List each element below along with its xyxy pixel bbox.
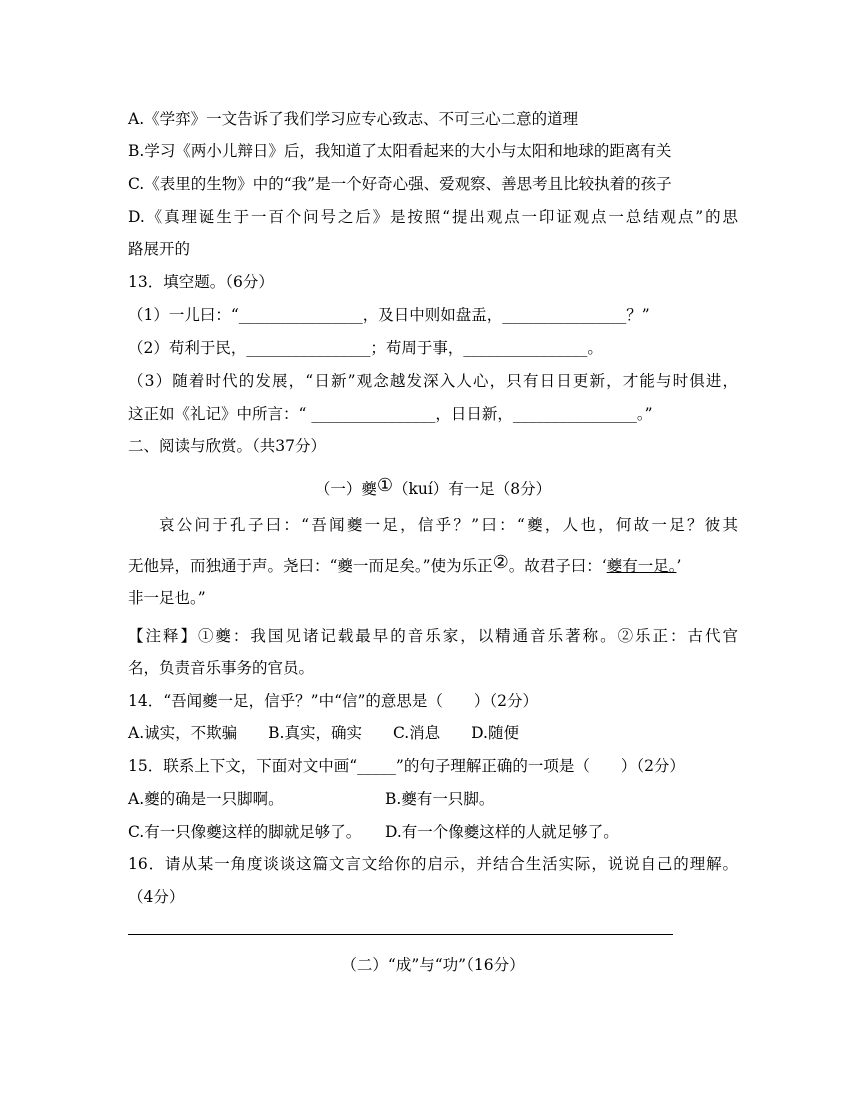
passage-1-line1: 哀公问于孔子曰：“吾闻夔一足，信乎？”曰：“夔，人也，何故一足？彼其 bbox=[159, 516, 738, 534]
question-14-options: A.诚实，不欺骗 B.真实，确实 C.消息 D.随便 bbox=[128, 724, 519, 742]
annotation-line1: 【注释】①夔：我国见诸记载最早的音乐家，以精通音乐著称。②乐正：古代官 bbox=[128, 627, 738, 645]
passage-1-line3: 非一足也。” bbox=[128, 589, 206, 607]
question-16-line1: 16．请从某一角度谈谈这篇文言文给你的启示，并结合生活实际，说说自己的理解。 bbox=[128, 855, 738, 873]
passage-1-line2-a: 无他异，而独通于声。尧曰：“夔一而足矣。”使为乐正 bbox=[128, 557, 493, 575]
question-13-blank-1: （1）一儿曰：“________________，及日中则如盘盂，________________？” bbox=[128, 306, 650, 324]
passage-1-title-a: （一）夔 bbox=[314, 480, 377, 498]
option-b: B.学习《两小儿辩日》后，我知道了太阳看起来的大小与太阳和地球的距离有关 bbox=[128, 142, 672, 160]
passage-1-title-b: （kuí）有一足（8分） bbox=[392, 480, 552, 498]
question-13-blank-3-line1: （3）随着时代的发展，“日新”观念越发深入人心，只有日日更新，才能与时俱进， bbox=[128, 372, 738, 390]
footnote-marker-1: ① bbox=[376, 475, 393, 496]
answer-line bbox=[128, 934, 673, 935]
option-d-line1: D.《真理诞生于一百个问号之后》是按照“提出观点一印证观点一总结观点”的思 bbox=[128, 208, 738, 226]
underlined-sentence: 夔有一足。 bbox=[606, 557, 677, 575]
section-2-heading: 二、阅读与欣赏。（共37分） bbox=[128, 437, 326, 455]
question-13-blank-2: （2）苟利于民，________________；苟周于事，________________。 bbox=[128, 339, 603, 357]
question-13-stem: 13．填空题。（6分） bbox=[128, 273, 274, 291]
annotation-line2: 名，负责音乐事务的官员。 bbox=[128, 659, 315, 677]
question-16-line2: （4分） bbox=[128, 888, 185, 906]
footnote-marker-2: ② bbox=[492, 552, 509, 573]
question-14: 14．“吾闻夔一足，信乎？”中“信”的意思是（ ）（2分） bbox=[128, 692, 539, 710]
question-15-option-a: A.夔的确是一只脚啊。 bbox=[128, 790, 284, 808]
question-13-blank-3-line2: 这正如《礼记》中所言：“ ________________，日日新，________________。” bbox=[128, 405, 653, 423]
passage-1-line2-c: ’ bbox=[676, 557, 682, 575]
passage-1-title bbox=[128, 476, 738, 499]
question-15-option-b: B.夔有一只脚。 bbox=[385, 790, 495, 808]
question-15-option-d: D.有一个像夔这样的人就足够了。 bbox=[385, 823, 619, 841]
question-15-option-c: C.有一只像夔这样的脚就足够了。 bbox=[128, 823, 362, 841]
passage-1-line2 bbox=[128, 553, 738, 576]
passage-2-title: （二）“成”与“功”（16分） bbox=[341, 956, 525, 974]
option-d-line2: 路展开的 bbox=[128, 240, 191, 258]
option-a: A.《学弈》一文告诉了我们学习应专心致志、不可三心二意的道理 bbox=[128, 110, 579, 128]
passage-1-line2-b: 。故君子曰：‘ bbox=[508, 557, 607, 575]
option-c: C.《表里的生物》中的“我”是一个好奇心强、爱观察、善思考且比较执着的孩子 bbox=[128, 175, 672, 193]
question-15: 15．联系上下文，下面对文中画“_____”的句子理解正确的一项是（ ）（2分） bbox=[128, 757, 685, 775]
